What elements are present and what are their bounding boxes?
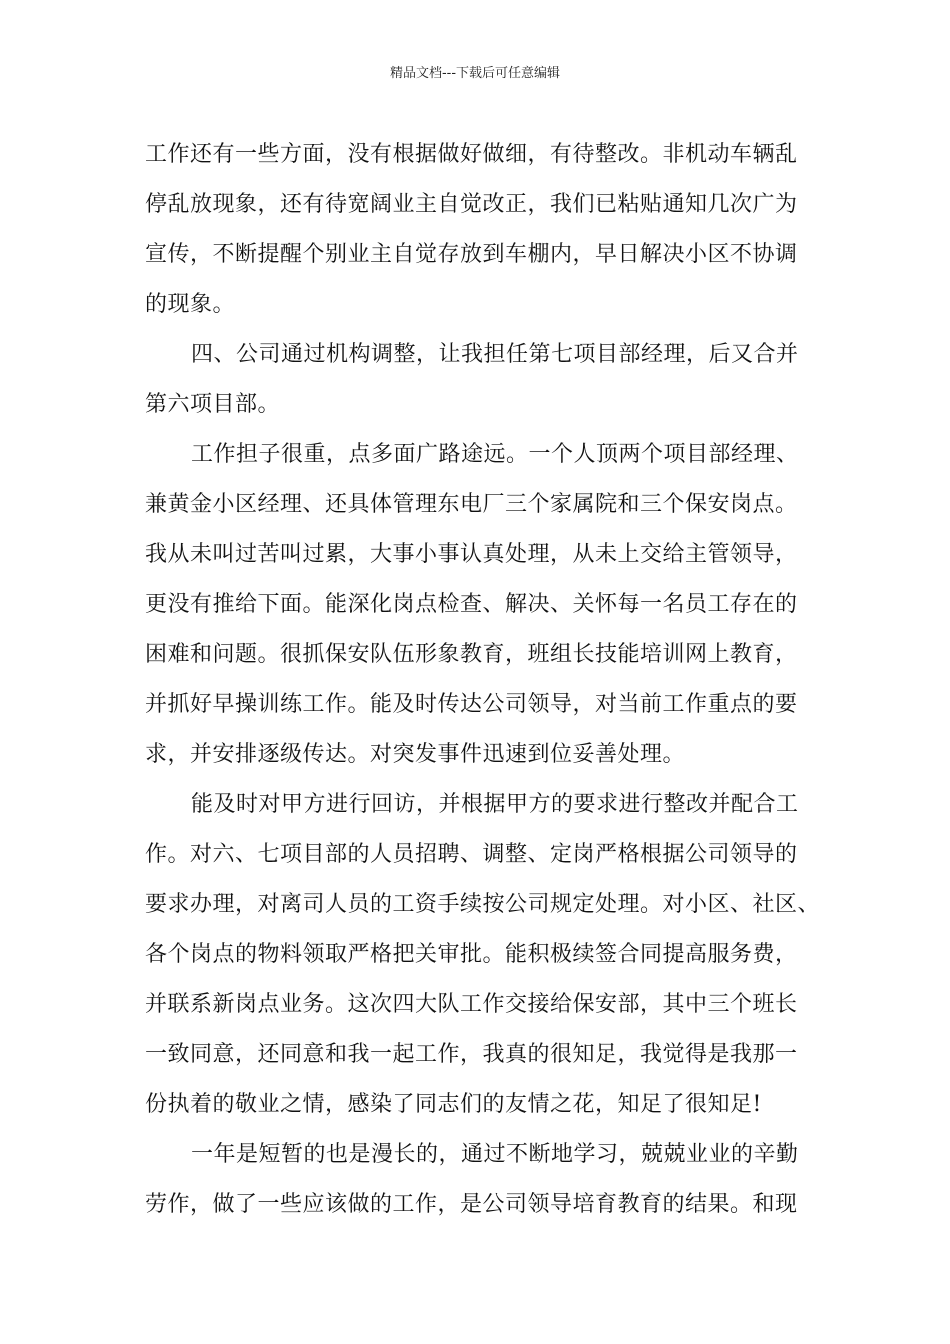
text-line: 各个岗点的物料领取严格把关审批。能积极续签合同提高服务费， [145, 942, 798, 967]
text-line: 份执着的敬业之情，感染了同志们的友情之花，知足了很知足! [145, 1092, 762, 1117]
text-line: 第六项目部。 [145, 392, 281, 417]
text-line: 能及时对甲方进行回访，并根据甲方的要求进行整改并配合工 [191, 792, 799, 817]
text-line: 停乱放现象，还有待宽阔业主自觉改正，我们已粘贴通知几次广为 [145, 192, 798, 217]
text-line: 求，并安排逐级传达。对突发事件迅速到位妥善处理。 [145, 742, 686, 767]
text-line: 并联系新岗点业务。这次四大队工作交接给保安部，其中三个班长 [145, 992, 798, 1017]
text-line: 一年是短暂的也是漫长的，通过不断地学习，兢兢业业的辛勤 [191, 1142, 799, 1167]
page-header: 精品文档---下载后可任意编辑 [389, 66, 561, 81]
text-line: 的现象。 [145, 292, 236, 317]
text-line: 四、公司通过机构调整，让我担任第七项目部经理，后又合并 [191, 342, 799, 367]
text-line: 兼黄金小区经理、还具体管理东电厂三个家属院和三个保安岗点。 [145, 492, 798, 517]
text-line: 工作担子很重，点多面广路途远。一个人顶两个项目部经理、 [191, 442, 799, 467]
text-line: 宣传，不断提醒个别业主自觉存放到车棚内，早日解决小区不协调 [145, 242, 798, 267]
text-line: 我从未叫过苦叫过累，大事小事认真处理，从未上交给主管领导， [145, 542, 798, 567]
text-line: 劳作，做了一些应该做的工作，是公司领导培育教育的结果。和现 [145, 1192, 798, 1217]
document-body [145, 130, 825, 1230]
text-line: 作。对六、七项目部的人员招聘、调整、定岗严格根据公司领导的 [145, 842, 798, 867]
text-line: 要求办理，对离司人员的工资手续按公司规定处理。对小区、社区、 [145, 892, 821, 917]
text-line: 更没有推给下面。能深化岗点检查、解决、关怀每一名员工存在的 [145, 592, 798, 617]
text-line: 并抓好早操训练工作。能及时传达公司领导，对当前工作重点的要 [145, 692, 798, 717]
text-line: 困难和问题。很抓保安队伍形象教育，班组长技能培训网上教育， [145, 642, 798, 667]
text-line: 工作还有一些方面，没有根据做好做细，有待整改。非机动车辆乱 [145, 142, 798, 167]
text-line: 一致同意，还同意和我一起工作，我真的很知足，我觉得是我那一 [145, 1042, 798, 1067]
